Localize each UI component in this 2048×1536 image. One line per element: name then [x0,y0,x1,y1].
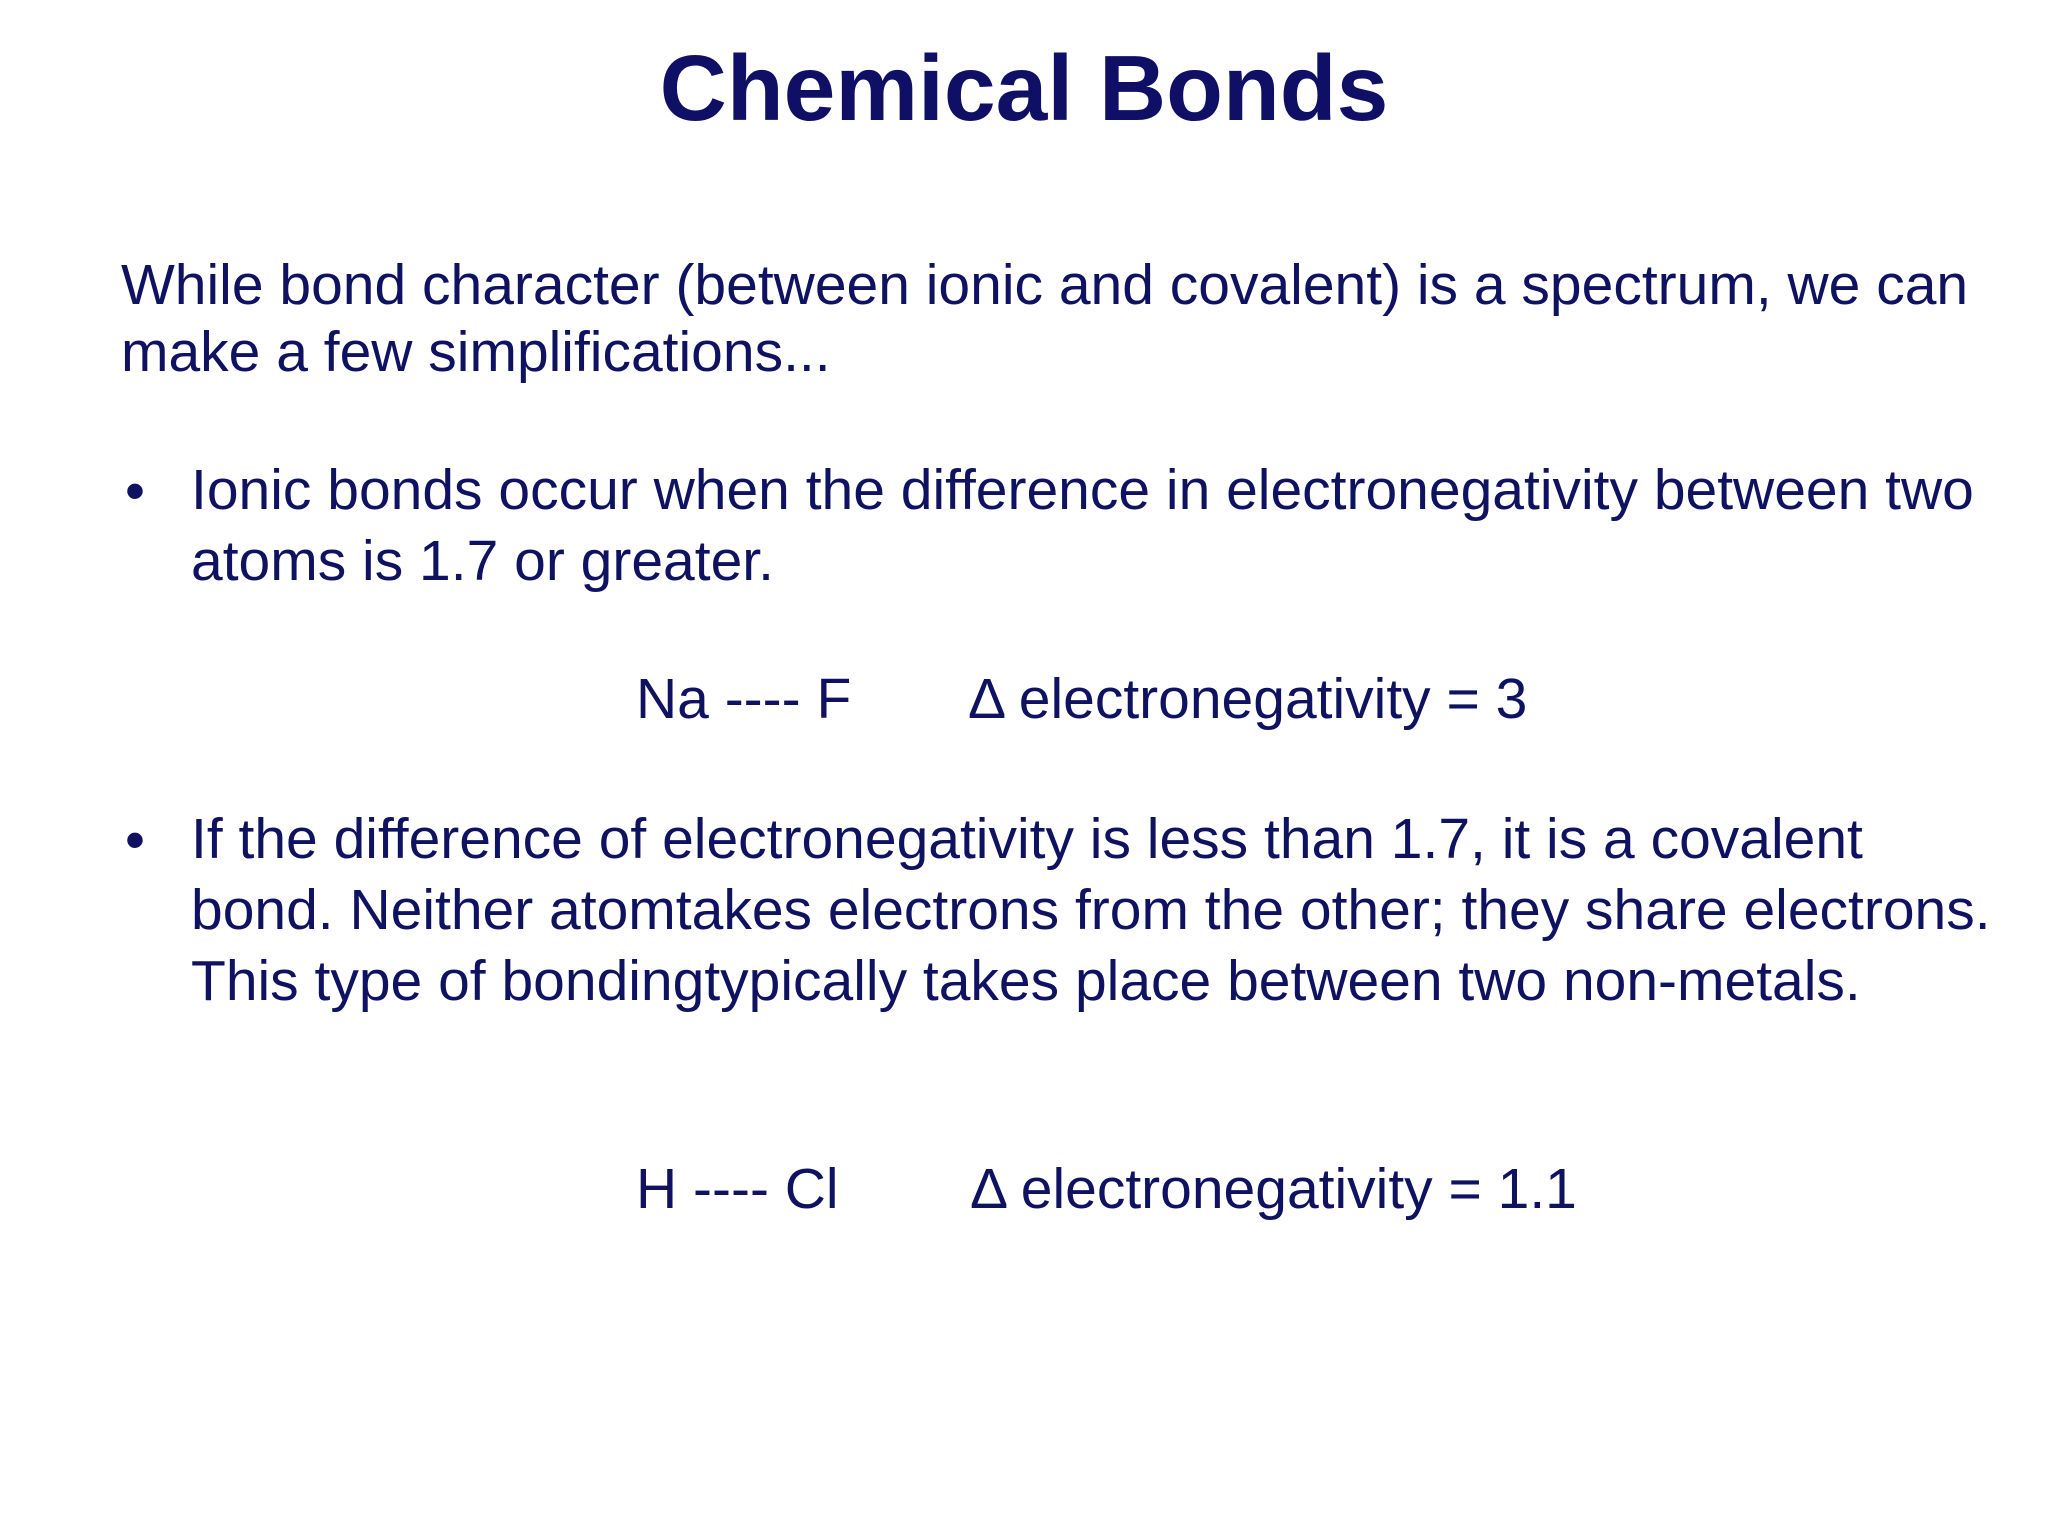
bullet-text-ionic: Ionic bonds occur when the difference in electronegativity between two atoms is 1.7 or greater. [191,458,1974,593]
intro-paragraph: While bond character (between ionic and covalent) is a spectrum, we can make a few simplifications... [121,253,1969,384]
slide-title: Chemical Bonds [659,36,1389,140]
example-bond-naf: Na ---- F [636,667,852,731]
bullet-marker: • [125,808,145,872]
bullet-text-covalent: If the difference of electronegativity is less than 1.7, it is a covalent bond. Neither atomtakes electrons from the other; they share electrons. This type of bondingtypically takes place between two non-metals. [191,807,1991,1013]
bullet-marker: • [125,459,145,523]
example-bond-hcl: H ---- Cl [636,1157,839,1221]
example-delta-hcl: Δ electronegativity = 1.1 [970,1157,1577,1221]
example-delta-naf: Δ electronegativity = 3 [968,667,1528,731]
